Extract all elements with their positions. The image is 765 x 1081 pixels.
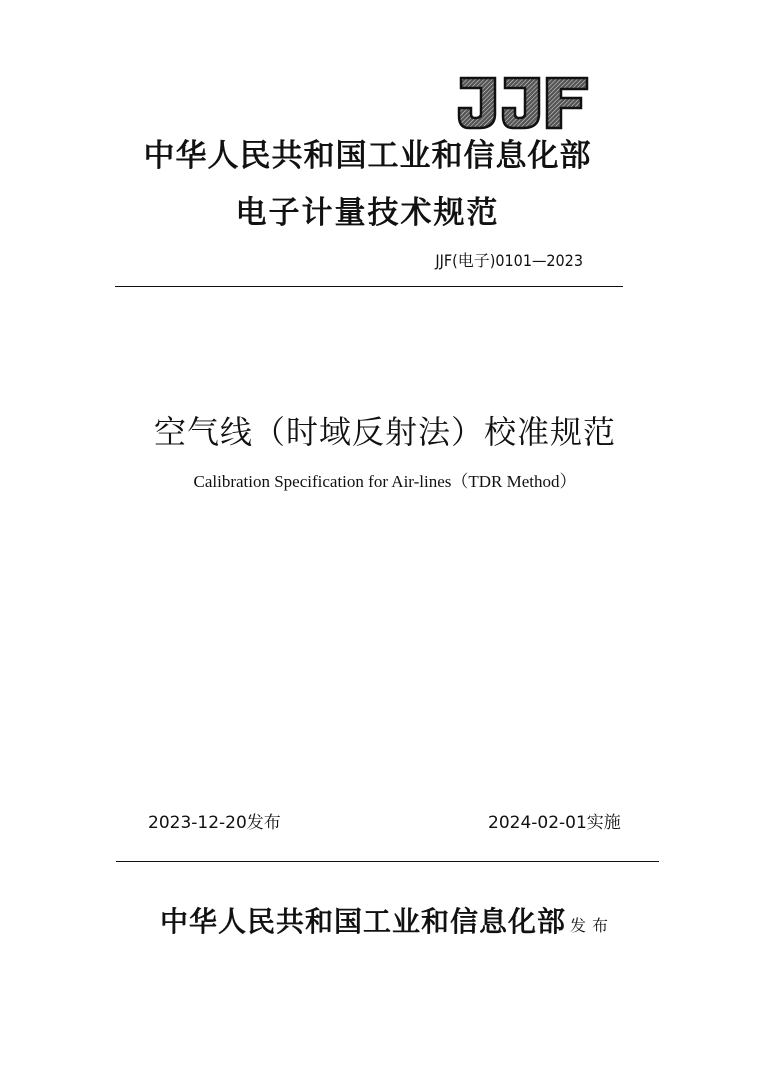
specification-code: JJF(电子)0101—2023 xyxy=(435,251,583,270)
document-title-chinese: 空气线（时域反射法）校准规范 xyxy=(153,413,616,451)
specification-series: 电子计量技术规范 xyxy=(235,195,500,231)
logo-letter-f xyxy=(547,78,587,128)
logo-letter-j1 xyxy=(459,78,495,128)
bottom-divider xyxy=(116,861,659,862)
implementation-date: 2024-02-01实施 xyxy=(488,813,621,833)
document-title-english: Calibration Specification for Air-lines（TDR Method） xyxy=(193,472,577,491)
publish-label: 发布 xyxy=(570,916,615,935)
logo-letter-j2 xyxy=(503,78,539,128)
issuing-authority: 中华人民共和国工业和信息化部 xyxy=(143,138,592,174)
publishing-authority: 中华人民共和国工业和信息化部 xyxy=(160,905,567,938)
jjf-logo xyxy=(455,74,591,132)
issue-date: 2023-12-20发布 xyxy=(148,813,281,833)
top-divider xyxy=(115,286,623,287)
